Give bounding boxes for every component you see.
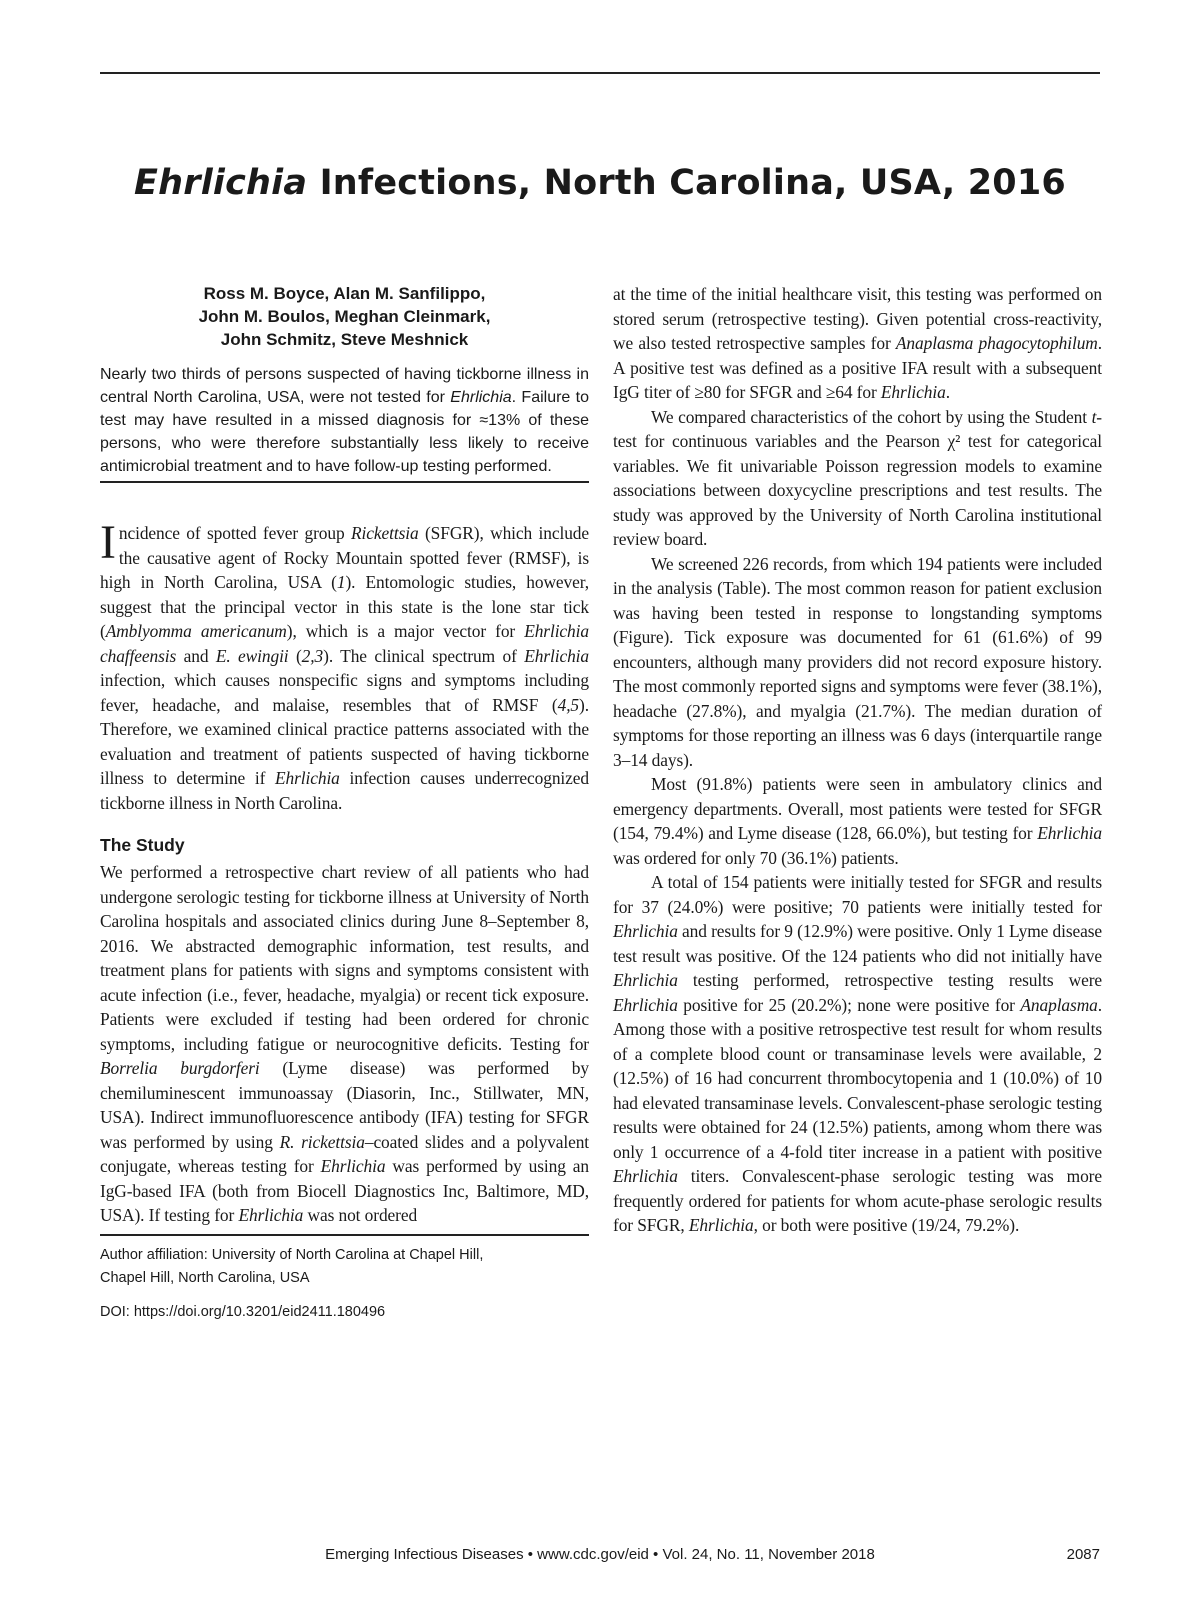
italic-text: Ehrlichia bbox=[880, 382, 946, 402]
italic-text: Ehrlichia bbox=[613, 921, 678, 941]
text: infection causes underrecognized tickborne illness in North Carolina. bbox=[100, 768, 589, 813]
text: -test for continuous variables and the Pearson χ² test for categorical variables. We fit univariable Poisson regression models to examine associations between doxycycline prescriptions and test results. The study was approved by the University of North Carolina institutional review board. bbox=[613, 406, 1102, 549]
abstract-italic: Ehrlichia bbox=[450, 389, 512, 406]
journal-citation: Emerging Infectious Diseases • www.cdc.gov/eid • Vol. 24, No. 11, November 2018 bbox=[325, 1546, 875, 1563]
italic-text: R. rickettsia bbox=[279, 1131, 365, 1152]
right-column bbox=[613, 282, 1102, 1238]
top-rule bbox=[100, 72, 1100, 74]
text: Most (91.8%) patients were seen in ambulatory clinics and emergency departments. Overall, most patients were tested for SFGR (154, 79.4%) and Lyme disease (128, 66.0%), but testing for bbox=[613, 774, 1102, 843]
author-affiliation bbox=[100, 1244, 589, 1290]
abstract-text: Nearly two thirds of persons suspected of having tickborne illness in central North Carolina, USA, were not tested for bbox=[100, 366, 589, 406]
section-heading: The Study bbox=[100, 835, 185, 855]
italic-text: Ehrlichia chaffeensis bbox=[100, 621, 589, 666]
study-paragraph bbox=[100, 860, 589, 1228]
text: , or both were positive (19/24, 79.2%). bbox=[753, 1215, 1020, 1235]
italic-text: Anaplasma phagocytophilum bbox=[895, 333, 1098, 353]
reference[interactable]: 2,3 bbox=[301, 645, 324, 666]
abstract-text: . Failure to test may have resulted in a missed diagnosis for ≈13% of these persons, who were therefore substantially less likely to receive antimicrobial treatment and to have follow-up testing performed. bbox=[100, 389, 589, 475]
text: was ordered for only 70 (36.1%) patients. bbox=[613, 847, 899, 868]
text: and bbox=[176, 645, 216, 666]
text: ), which is a major vector for bbox=[286, 621, 525, 641]
positivity-paragraph bbox=[613, 870, 1102, 1238]
italic-text: Ehrlichia bbox=[1037, 823, 1102, 843]
drop-cap: I bbox=[100, 516, 116, 569]
reference[interactable]: 4,5 bbox=[557, 694, 580, 715]
stats-paragraph bbox=[613, 405, 1102, 552]
page-number: 2087 bbox=[1066, 1546, 1100, 1563]
italic-text: Borrelia burgdorferi bbox=[100, 1058, 260, 1078]
text: –coated slides and a polyvalent conjugate, whereas testing for bbox=[100, 1131, 590, 1176]
title-rest: Infections, North Carolina, USA, 2016 bbox=[307, 163, 1066, 204]
text: A total of 154 patients were initially tested for SFGR and results for 37 (24.0%) were positive; 70 patients were initially tested for bbox=[613, 872, 1102, 917]
text: ). Entomologic studies, however, suggest that the principal vector in this state is the lone star tick ( bbox=[100, 572, 589, 641]
text: (SFGR), which include the causative agent of Rocky Mountain spotted fever (RMSF), is high in North Carolina, USA ( bbox=[100, 523, 589, 592]
text: . bbox=[945, 382, 950, 402]
doi-link[interactable]: DOI: https://doi.org/10.3201/eid2411.180496 bbox=[100, 1303, 386, 1320]
left-column bbox=[100, 282, 589, 1320]
italic-text: Ehrlichia bbox=[274, 768, 340, 788]
affiliation-line: Author affiliation: University of North Carolina at Chapel Hill, bbox=[100, 1246, 484, 1263]
italic-text: Ehrlichia bbox=[613, 994, 678, 1015]
text: testing performed, retrospective testing results were bbox=[677, 970, 1102, 990]
author-line: Ross M. Boyce, Alan M. Sanfilippo, bbox=[203, 284, 486, 303]
italic-text: Ehrlichia bbox=[613, 970, 678, 990]
text: and results for 9 (12.9%) were positive. Only 1 Lyme disease test result was positive. Of the 124 patients who did not initially have bbox=[613, 921, 1103, 966]
reference[interactable]: 1 bbox=[336, 572, 346, 592]
italic-text: Ehrlichia bbox=[688, 1215, 754, 1235]
text: . A positive test was defined as a positive IFA result with a subsequent IgG titer of ≥80 for SFGR and ≥64 for bbox=[613, 333, 1103, 402]
testing-paragraph bbox=[613, 772, 1102, 870]
italic-text: t bbox=[1091, 406, 1097, 427]
abstract bbox=[100, 363, 589, 483]
text: ncidence of spotted fever group bbox=[118, 523, 351, 543]
italic-text: Anaplasma bbox=[1020, 994, 1098, 1015]
italic-text: Amblyomma americanum bbox=[105, 621, 287, 641]
text: was performed by using an IgG-based IFA (both from Biocell Diagnostics Inc, Baltimore, MD, USA). If testing for bbox=[100, 1156, 589, 1225]
title-italic: Ehrlichia bbox=[134, 163, 308, 204]
affiliation-line: Chapel Hill, North Carolina, USA bbox=[100, 1269, 310, 1286]
results-paragraph: We screened 226 records, from which 194 patients were included in the analysis (Table). The most common reason for patient exclusion was having been tested in response to longstanding symptoms (Figure). Tick exposure was documented for 61 (61.6%) of 99 encounters, although many providers did not record exposure history. The most commonly reported signs and symptoms were fever (38.1%), headache (27.8%), and myalgia (21.7%). The median duration of symptoms for those reporting an illness was 6 days (interquartile range 3–14 days). bbox=[613, 553, 1102, 770]
italic-text: Ehrlichia bbox=[320, 1156, 386, 1176]
text: titers. Convalescent-phase serologic testing was more frequently ordered for patients for whom acute-phase serologic results for SFGR, bbox=[613, 1166, 1102, 1235]
italic-text: E. ewingii bbox=[215, 645, 289, 666]
text: ). The clinical spectrum of bbox=[323, 645, 525, 666]
text: was not ordered bbox=[303, 1205, 418, 1225]
text: infection, which causes nonspecific signs and symptoms including fever, headache, and malaise, resembles that of RMSF ( bbox=[100, 670, 589, 715]
page-footer bbox=[100, 1546, 1100, 1570]
text: We performed a retrospective chart review of all patients who had undergone serologic testing for tickborne illness at University of North Carolina hospitals and associated clinics during June 8–September 8, 2016. We abstracted demographic information, test results, and treatment plans for patients with signs and symptoms consistent with acute infection (i.e., fever, headache, myalgia) or recent tick exposure. Patients were excluded if testing had been ordered for chronic symptoms, including fatigue or neurocognitive deficits. Testing for bbox=[100, 862, 589, 1054]
author-list bbox=[100, 282, 589, 351]
text: at the time of the initial healthcare visit, this testing was performed on stored serum (retrospective testing). Given potential cross-reactivity, we also tested retrospective samples for bbox=[613, 284, 1102, 353]
italic-text: Ehrlichia bbox=[238, 1205, 304, 1225]
author-line: John M. Boulos, Meghan Cleinmark, bbox=[198, 307, 491, 326]
text: ( bbox=[288, 645, 302, 666]
text: positive for 25 (20.2%); none were positive for bbox=[677, 994, 1021, 1015]
article-title bbox=[100, 163, 1100, 203]
intro-paragraph bbox=[100, 516, 589, 815]
text: (Lyme disease) was performed by chemiluminescent immunoassay (Diasorin, Inc., Stillwater, MN, USA). Indirect immunofluorescence antibody (IFA) testing for SFGR was performed by using bbox=[100, 1058, 589, 1152]
methods-paragraph bbox=[613, 282, 1102, 405]
author-line: John Schmitz, Steve Meshnick bbox=[220, 330, 469, 349]
text: . Among those with a positive retrospective test result for whom results of a complete blood count or transaminase levels were available, 2 (12.5%) of 16 had concurrent thrombocytopenia and 1 (10.0%) of 10 had elevated transaminase levels. Convalescent-phase serologic testing results were obtained for 24 (12.5%) patients, among whom there was only 1 occurrence of a 4-fold titer increase in a patient with positive bbox=[613, 994, 1102, 1162]
italic-text: Ehrlichia bbox=[613, 1166, 678, 1186]
text: We compared characteristics of the cohort by using the Student bbox=[651, 406, 1092, 427]
italic-text: Rickettsia bbox=[351, 523, 419, 543]
italic-text: Ehrlichia bbox=[524, 645, 589, 666]
text: ). Therefore, we examined clinical practice patterns associated with the evaluation and treatment of patients suspected of having tickborne illness to determine if bbox=[100, 694, 589, 788]
affiliation-rule bbox=[100, 1234, 589, 1236]
